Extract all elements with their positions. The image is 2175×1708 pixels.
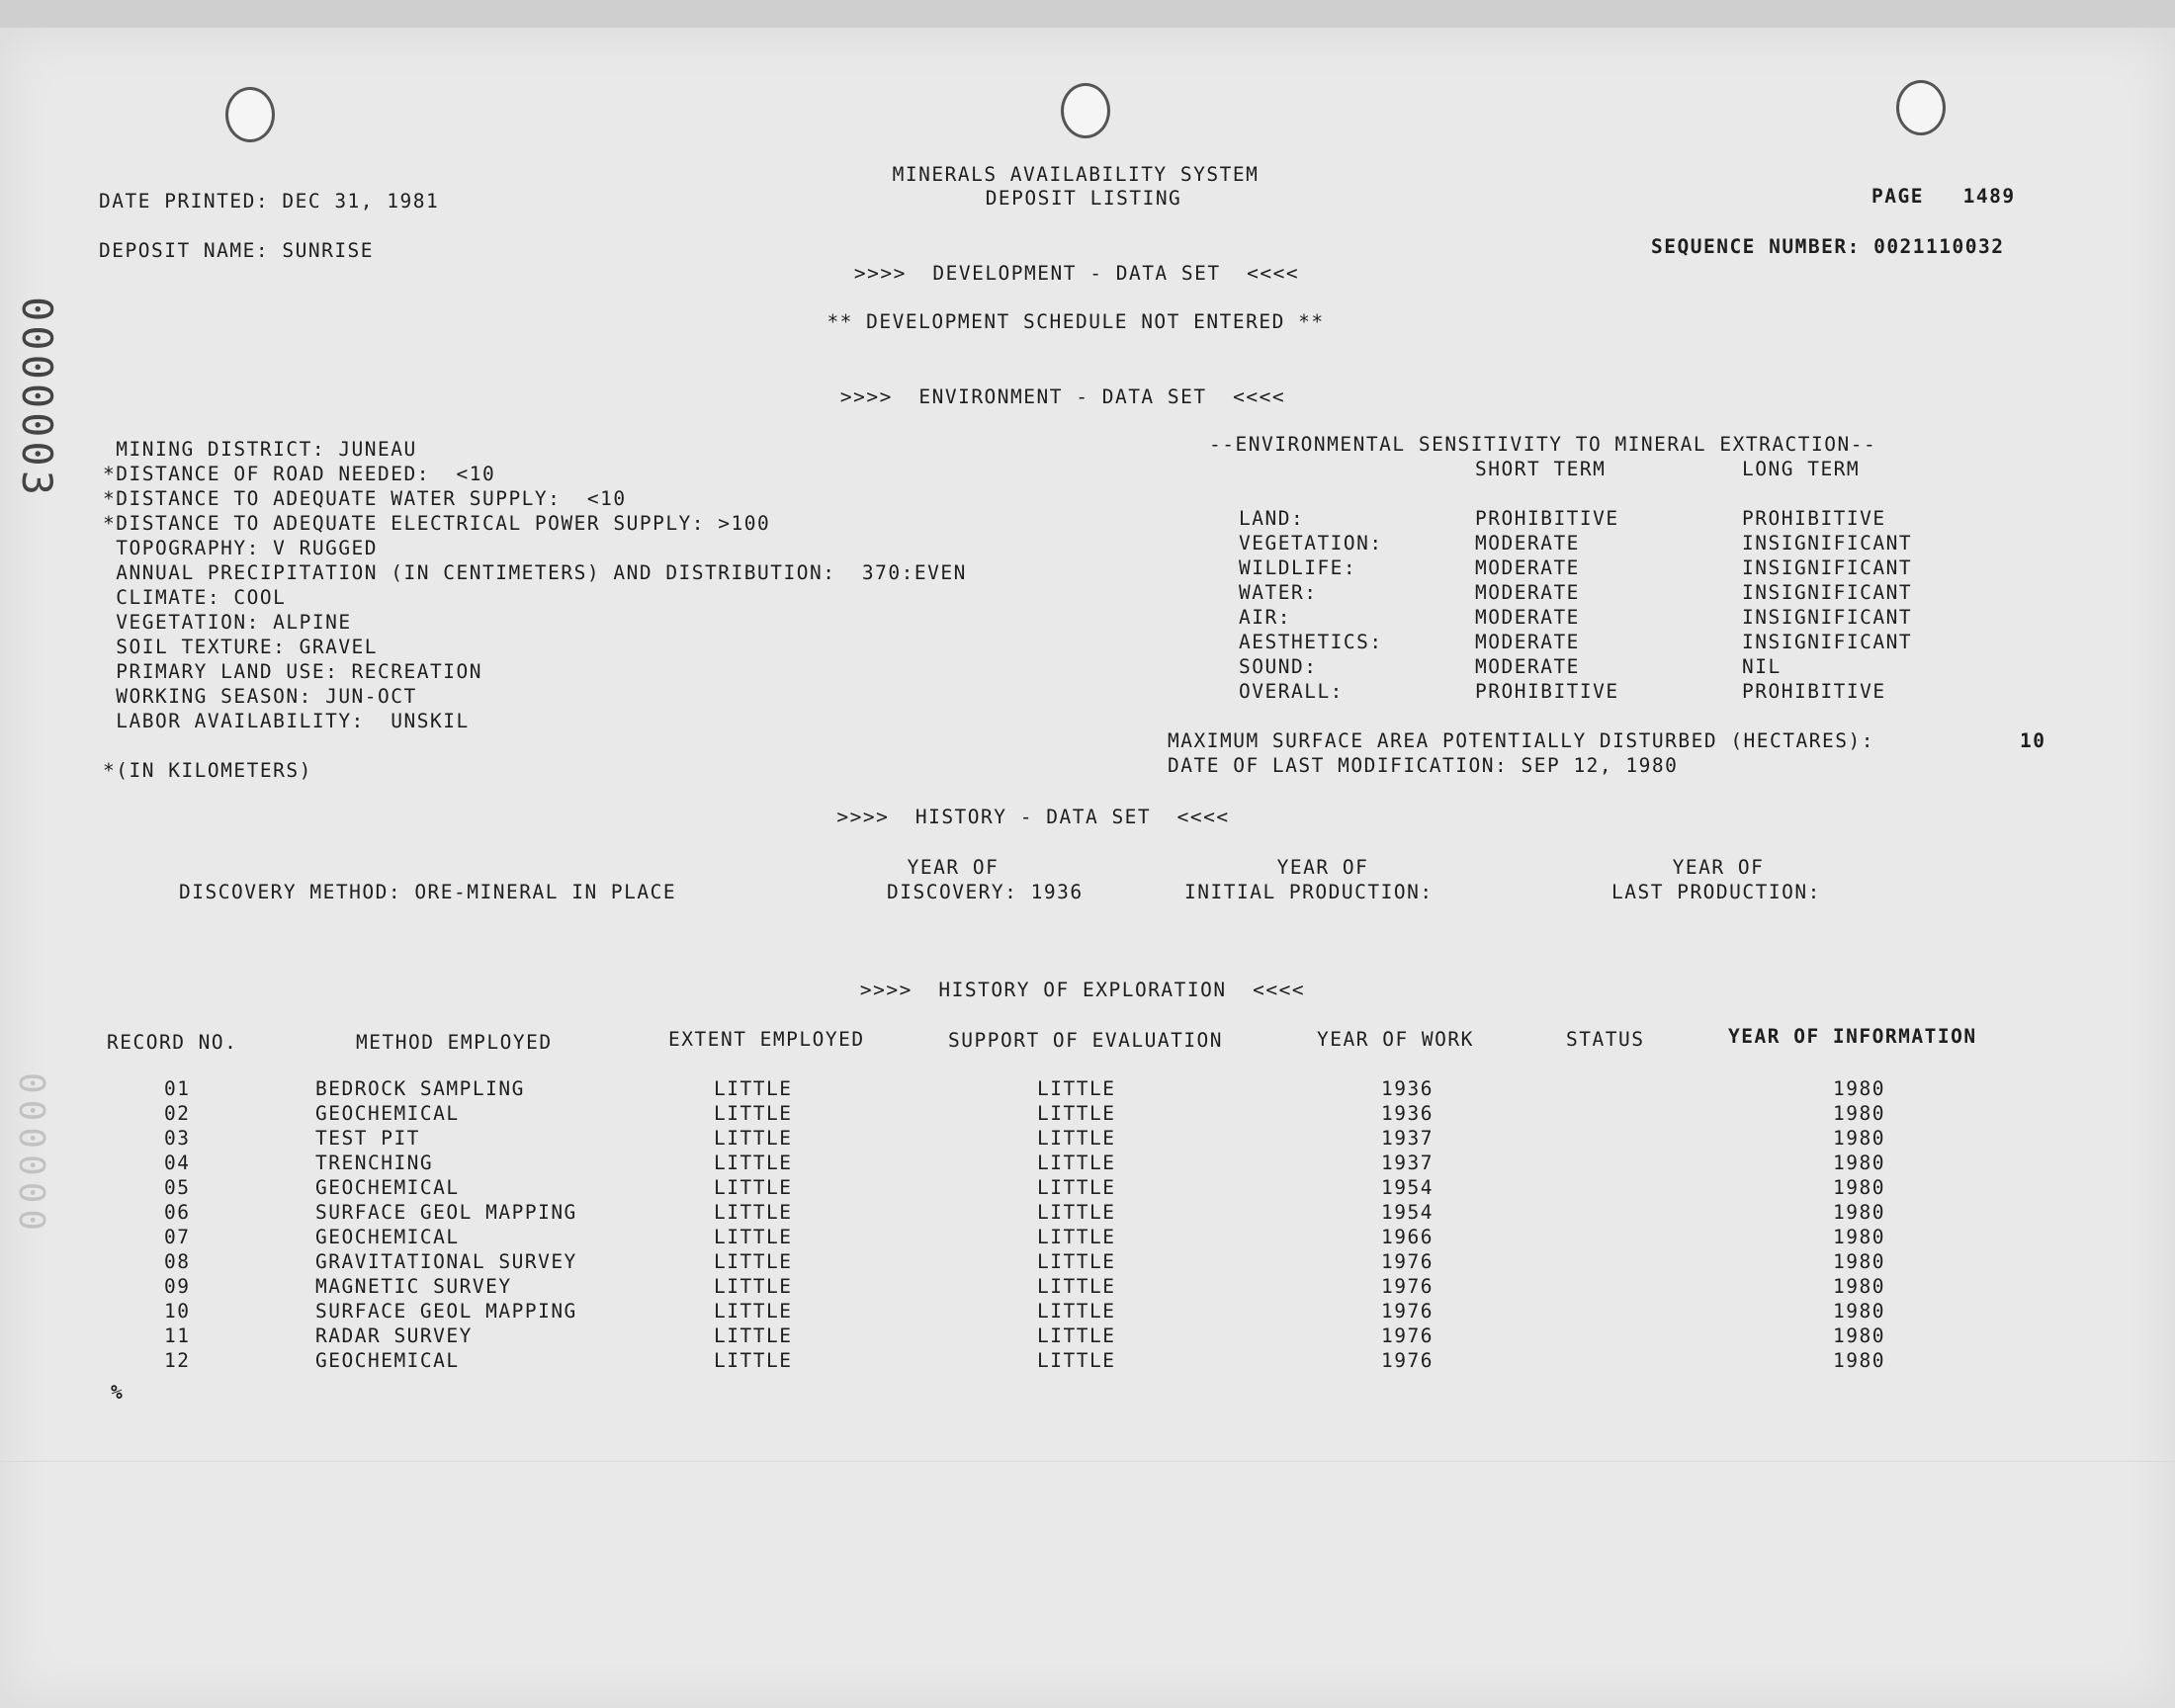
listing-title: DEPOSIT LISTING xyxy=(985,187,1182,210)
method-cell: TEST PIT xyxy=(315,1127,420,1150)
extent-cell: LITTLE xyxy=(714,1226,793,1248)
table-row xyxy=(0,1250,2175,1275)
year-of-initial-label: YEAR OF xyxy=(1276,856,1369,879)
support-cell: LITTLE xyxy=(1037,1152,1116,1174)
short-term-header: SHORT TERM xyxy=(1475,458,1607,480)
year-of-work-cell: 1954 xyxy=(1381,1176,1434,1199)
env-line-climate: CLIMATE: COOL xyxy=(103,586,287,609)
sensitivity-long-term: PROHIBITIVE xyxy=(1742,680,1886,703)
col-year-info: YEAR OF INFORMATION xyxy=(1728,1025,1977,1048)
sensitivity-long-term: INSIGNIFICANT xyxy=(1742,606,1913,629)
support-cell: LITTLE xyxy=(1037,1324,1116,1347)
year-of-info-cell: 1980 xyxy=(1833,1349,1885,1372)
env-line-vegetation: VEGETATION: ALPINE xyxy=(103,611,352,634)
punch-hole-left xyxy=(225,87,275,142)
development-heading: >>>> DEVELOPMENT - DATA SET <<<< xyxy=(853,262,1300,285)
support-cell: LITTLE xyxy=(1037,1275,1116,1298)
env-footnote: *(IN KILOMETERS) xyxy=(103,759,312,782)
extent-cell: LITTLE xyxy=(714,1250,793,1273)
table-row xyxy=(0,1300,2175,1324)
extent-cell: LITTLE xyxy=(714,1176,793,1199)
sensitivity-short-term: MODERATE xyxy=(1475,556,1580,579)
table-row xyxy=(0,1102,2175,1127)
year-of-work-cell: 1936 xyxy=(1381,1077,1434,1100)
year-of-work-cell: 1976 xyxy=(1381,1250,1434,1273)
year-of-info-cell: 1980 xyxy=(1833,1250,1885,1273)
year-of-info-cell: 1980 xyxy=(1833,1324,1885,1347)
last-modification: DATE OF LAST MODIFICATION: SEP 12, 1980 xyxy=(1168,754,1679,777)
sensitivity-label: AESTHETICS: xyxy=(1239,631,1383,653)
history-heading: >>>> HISTORY - DATA SET <<<< xyxy=(836,806,1230,828)
method-cell: TRENCHING xyxy=(315,1152,434,1174)
record-no-cell: 07 xyxy=(164,1226,191,1248)
year-of-work-cell: 1937 xyxy=(1381,1152,1434,1174)
table-row xyxy=(0,1275,2175,1300)
support-cell: LITTLE xyxy=(1037,1176,1116,1199)
support-cell: LITTLE xyxy=(1037,1102,1116,1125)
record-no-cell: 02 xyxy=(164,1102,191,1125)
side-stamp-number: 0000003 xyxy=(13,297,61,500)
sensitivity-short-term: MODERATE xyxy=(1475,581,1580,604)
record-no-cell: 11 xyxy=(164,1324,191,1347)
sensitivity-long-term: INSIGNIFICANT xyxy=(1742,556,1913,579)
year-of-info-cell: 1980 xyxy=(1833,1077,1885,1100)
table-row xyxy=(0,1226,2175,1250)
support-cell: LITTLE xyxy=(1037,1250,1116,1273)
record-no-cell: 10 xyxy=(164,1300,191,1323)
method-cell: GEOCHEMICAL xyxy=(315,1349,460,1372)
year-of-work-cell: 1976 xyxy=(1381,1275,1434,1298)
year-of-info-cell: 1980 xyxy=(1833,1300,1885,1323)
year-of-info-cell: 1980 xyxy=(1833,1176,1885,1199)
col-support: SUPPORT OF EVALUATION xyxy=(948,1029,1224,1052)
record-no-cell: 01 xyxy=(164,1077,191,1100)
table-row xyxy=(0,1077,2175,1102)
sensitivity-long-term: INSIGNIFICANT xyxy=(1742,581,1913,604)
sequence-number: SEQUENCE NUMBER: 0021110032 xyxy=(1651,235,2005,258)
table-row xyxy=(0,1127,2175,1152)
year-of-info-cell: 1980 xyxy=(1833,1152,1885,1174)
year-of-discovery-label: YEAR OF xyxy=(907,856,1000,879)
table-row xyxy=(0,1176,2175,1201)
col-extent: EXTENT EMPLOYED xyxy=(668,1028,865,1051)
year-of-work-cell: 1966 xyxy=(1381,1226,1434,1248)
sensitivity-short-term: MODERATE xyxy=(1475,655,1580,678)
method-cell: GEOCHEMICAL xyxy=(315,1226,460,1248)
col-year-work: YEAR OF WORK xyxy=(1317,1028,1474,1051)
support-cell: LITTLE xyxy=(1037,1077,1116,1100)
support-cell: LITTLE xyxy=(1037,1226,1116,1248)
table-row xyxy=(0,1349,2175,1374)
year-of-work-cell: 1976 xyxy=(1381,1349,1434,1372)
sensitivity-label: AIR: xyxy=(1239,606,1291,629)
support-cell: LITTLE xyxy=(1037,1349,1116,1372)
col-record-no: RECORD NO. xyxy=(107,1031,238,1054)
environment-heading: >>>> ENVIRONMENT - DATA SET <<<< xyxy=(839,385,1286,408)
table-row xyxy=(0,1152,2175,1176)
support-cell: LITTLE xyxy=(1037,1127,1116,1150)
faint-stamp-number: 000000 xyxy=(11,1072,51,1238)
record-no-cell: 09 xyxy=(164,1275,191,1298)
method-cell: MAGNETIC SURVEY xyxy=(315,1275,512,1298)
punch-hole-right xyxy=(1896,80,1946,135)
sensitivity-short-term: PROHIBITIVE xyxy=(1475,680,1619,703)
year-of-work-cell: 1976 xyxy=(1381,1300,1434,1323)
year-of-info-cell: 1980 xyxy=(1833,1201,1885,1224)
method-cell: SURFACE GEOL MAPPING xyxy=(315,1201,577,1224)
date-printed: DATE PRINTED: DEC 31, 1981 xyxy=(99,190,440,213)
record-no-cell: 06 xyxy=(164,1201,191,1224)
sensitivity-short-term: MODERATE xyxy=(1475,532,1580,555)
exploration-heading: >>>> HISTORY OF EXPLORATION <<<< xyxy=(859,979,1306,1001)
sensitivity-long-term: INSIGNIFICANT xyxy=(1742,631,1913,653)
end-mark: % xyxy=(111,1381,125,1404)
method-cell: GRAVITATIONAL SURVEY xyxy=(315,1250,577,1273)
extent-cell: LITTLE xyxy=(714,1201,793,1224)
deposit-name: DEPOSIT NAME: SUNRISE xyxy=(99,239,375,262)
extent-cell: LITTLE xyxy=(714,1102,793,1125)
initial-production: INITIAL PRODUCTION: xyxy=(1184,881,1434,903)
sensitivity-long-term: NIL xyxy=(1742,655,1782,678)
method-cell: SURFACE GEOL MAPPING xyxy=(315,1300,577,1323)
year-of-last-label: YEAR OF xyxy=(1672,856,1765,879)
sensitivity-label: VEGETATION: xyxy=(1239,532,1383,555)
record-no-cell: 03 xyxy=(164,1127,191,1150)
extent-cell: LITTLE xyxy=(714,1077,793,1100)
env-line-soil: SOIL TEXTURE: GRAVEL xyxy=(103,636,379,658)
year-of-discovery: DISCOVERY: 1936 xyxy=(887,881,1084,903)
extent-cell: LITTLE xyxy=(714,1152,793,1174)
sensitivity-long-term: PROHIBITIVE xyxy=(1742,507,1886,530)
env-line-labor: LABOR AVAILABILITY: UNSKIL xyxy=(103,710,470,732)
extent-cell: LITTLE xyxy=(714,1275,793,1298)
sensitivity-label: WATER: xyxy=(1239,581,1318,604)
year-of-info-cell: 1980 xyxy=(1833,1102,1885,1125)
year-of-info-cell: 1980 xyxy=(1833,1226,1885,1248)
table-row xyxy=(0,1324,2175,1349)
max-surface-value: 10 xyxy=(2020,729,2046,752)
year-of-info-cell: 1980 xyxy=(1833,1127,1885,1150)
sensitivity-short-term: MODERATE xyxy=(1475,606,1580,629)
method-cell: GEOCHEMICAL xyxy=(315,1176,460,1199)
sensitivity-label: OVERALL: xyxy=(1239,680,1344,703)
support-cell: LITTLE xyxy=(1037,1300,1116,1323)
page-number: PAGE 1489 xyxy=(1871,185,2016,208)
env-line-precipitation: ANNUAL PRECIPITATION (IN CENTIMETERS) AND DISTRIBUTION: 370:EVEN xyxy=(103,561,967,584)
env-line-water: *DISTANCE TO ADEQUATE WATER SUPPLY: <10 xyxy=(103,487,627,510)
year-of-work-cell: 1976 xyxy=(1381,1324,1434,1347)
col-method: METHOD EMPLOYED xyxy=(356,1031,553,1054)
col-status: STATUS xyxy=(1566,1028,1645,1051)
system-title: MINERALS AVAILABILITY SYSTEM xyxy=(892,163,1260,186)
year-of-work-cell: 1954 xyxy=(1381,1201,1434,1224)
extent-cell: LITTLE xyxy=(714,1300,793,1323)
development-note: ** DEVELOPMENT SCHEDULE NOT ENTERED ** xyxy=(826,310,1325,333)
sensitivity-short-term: PROHIBITIVE xyxy=(1475,507,1619,530)
env-line-season: WORKING SEASON: JUN-OCT xyxy=(103,685,417,708)
record-no-cell: 04 xyxy=(164,1152,191,1174)
method-cell: RADAR SURVEY xyxy=(315,1324,473,1347)
record-no-cell: 05 xyxy=(164,1176,191,1199)
env-line-land-use: PRIMARY LAND USE: RECREATION xyxy=(103,660,482,683)
extent-cell: LITTLE xyxy=(714,1127,793,1150)
env-line-road: *DISTANCE OF ROAD NEEDED: <10 xyxy=(103,463,496,485)
support-cell: LITTLE xyxy=(1037,1201,1116,1224)
last-production: LAST PRODUCTION: xyxy=(1611,881,1821,903)
year-of-info-cell: 1980 xyxy=(1833,1275,1885,1298)
sensitivity-title: --ENVIRONMENTAL SENSITIVITY TO MINERAL EXTRACTION-- xyxy=(1209,433,1877,456)
table-row xyxy=(0,1201,2175,1226)
env-line-mining-district: MINING DISTRICT: JUNEAU xyxy=(103,438,417,461)
punch-hole-center xyxy=(1061,83,1110,138)
method-cell: BEDROCK SAMPLING xyxy=(315,1077,525,1100)
record-no-cell: 08 xyxy=(164,1250,191,1273)
env-line-topography: TOPOGRAPHY: V RUGGED xyxy=(103,537,379,559)
year-of-work-cell: 1936 xyxy=(1381,1102,1434,1125)
extent-cell: LITTLE xyxy=(714,1349,793,1372)
sensitivity-label: SOUND: xyxy=(1239,655,1318,678)
sensitivity-label: WILDLIFE: xyxy=(1239,556,1357,579)
long-term-header: LONG TERM xyxy=(1742,458,1861,480)
year-of-work-cell: 1937 xyxy=(1381,1127,1434,1150)
discovery-method: DISCOVERY METHOD: ORE-MINERAL IN PLACE xyxy=(179,881,677,903)
method-cell: GEOCHEMICAL xyxy=(315,1102,460,1125)
sensitivity-label: LAND: xyxy=(1239,507,1305,530)
record-no-cell: 12 xyxy=(164,1349,191,1372)
max-surface-label: MAXIMUM SURFACE AREA POTENTIALLY DISTURBED (HECTARES): xyxy=(1168,729,1874,752)
sensitivity-long-term: INSIGNIFICANT xyxy=(1742,532,1913,555)
sensitivity-short-term: MODERATE xyxy=(1475,631,1580,653)
fold-line xyxy=(0,1461,2175,1462)
extent-cell: LITTLE xyxy=(714,1324,793,1347)
env-line-power: *DISTANCE TO ADEQUATE ELECTRICAL POWER SUPPLY: >100 xyxy=(103,512,771,535)
